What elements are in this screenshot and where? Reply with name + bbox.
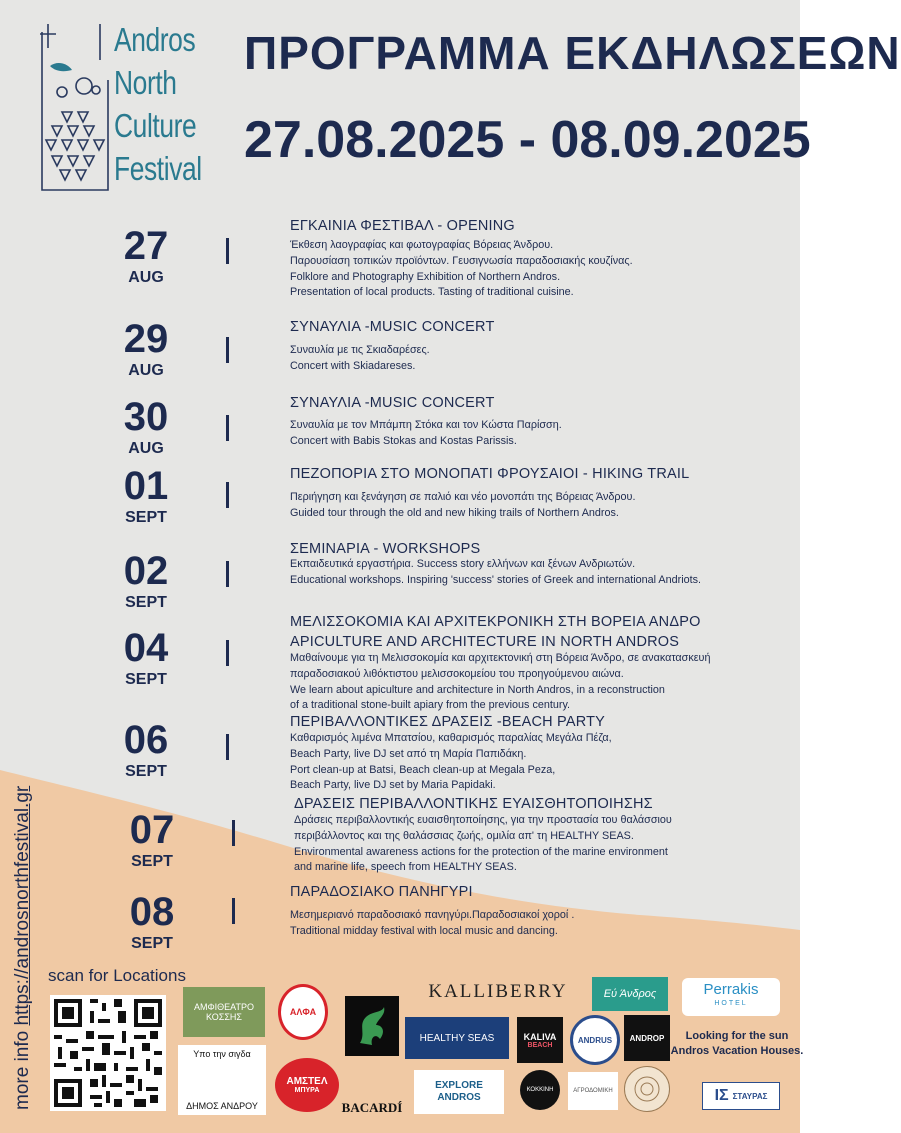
event-month: SEPT xyxy=(131,935,173,952)
sponsor-seal-logo xyxy=(624,1066,670,1112)
event-description xyxy=(290,908,574,940)
sponsor-explore-andros-logo xyxy=(414,1070,504,1114)
event-description xyxy=(290,343,430,375)
sponsor-perrakis-logo xyxy=(682,978,780,1016)
sponsor-text: HOTEL xyxy=(714,1000,748,1007)
sponsor-text: ΜΠΥΡΑ xyxy=(294,1087,320,1094)
dragon-icon xyxy=(352,1003,392,1049)
description-line: Εκπαιδευτικά εργαστήρια. Success story ελλήνων και ξένων Ανδριωτών. xyxy=(290,558,636,570)
event-description xyxy=(290,731,612,794)
description-line: Καθαρισμός λιμένα Μπατσίου, καθαρισμός παραλίας Μεγάλα Πέζα, xyxy=(290,732,612,744)
event-description xyxy=(294,813,672,876)
event-month: SEPT xyxy=(131,853,173,870)
description-line: Beach Party, live DJ set by Maria Papidaki. xyxy=(290,779,496,792)
description-line: Guided tour through the old and new hiking trails of Northern Andros. xyxy=(290,506,619,519)
sponsor-text: ΚΟΣΣΗΣ xyxy=(206,1012,242,1022)
sponsor-text: ANDRUS xyxy=(577,1035,613,1045)
separator-bar xyxy=(226,337,229,363)
description-line: Μαθαίνουμε για τη Μελισσοκομία και αρχιτεκτονική στη Βόρεια Άνδρο, σε ανακατασκευή xyxy=(290,652,711,664)
sponsor-looking-sun-logo xyxy=(670,1022,804,1066)
sponsor-text: ΙΣ xyxy=(714,1087,729,1104)
sponsor-text: KALLIBERRY xyxy=(428,981,568,1002)
description-line: Concert with Babis Stokas and Kostas Parissis. xyxy=(290,434,517,447)
sponsor-bacardi-logo xyxy=(336,1068,408,1116)
qr-code-icon[interactable] xyxy=(50,995,166,1111)
separator-bar xyxy=(226,640,229,666)
logo-line: Festival xyxy=(114,150,202,187)
logo-line: Culture xyxy=(114,107,197,144)
description-line: and marine life, speech from HEALTHY SEAS. xyxy=(294,861,517,874)
sponsor-andrus-logo xyxy=(570,1015,620,1065)
description-line: Port clean-up at Batsi, Beach clean-up at Megala Peza, xyxy=(290,763,556,776)
event-title: ΠΕΖΟΠΟΡΙΑ ΣΤΟ ΜΟΝΟΠΑΤΙ ΦΡΟΥΣΑΙΟΙ - HIKING TRAIL xyxy=(290,466,690,482)
event-title: ΜΕΛΙΣΣΟΚΟΜΙΑ ΚΑΙ ΑΡΧΙΤΕΚΡΟΝΙΚΗ ΣΤΗ ΒΟΡΕΙΑ ΑΝΔΡΟ xyxy=(290,614,701,630)
event-description xyxy=(290,418,562,450)
description-line: παραδοσιακού λιθόκτιστου μελισσοκομείου του προηγούμενου αιώνα. xyxy=(290,667,624,680)
description-line: Συναυλία με τον Μπάμπη Στόκα και τον Κώστα Παρίσση. xyxy=(290,419,562,431)
description-line: Traditional midday festival with local music and dancing. xyxy=(290,924,558,937)
event-month: SEPT xyxy=(125,509,167,526)
sponsor-text: ΑΓΡΟΔΟΜΙΚΗ xyxy=(573,1088,613,1094)
event-month: SEPT xyxy=(125,671,167,688)
description-line: Presentation of local products. Tasting of traditional cuisine. xyxy=(290,286,574,299)
event-month: SEPT xyxy=(125,594,167,611)
sponsor-text: Εύ Άνδρος xyxy=(603,988,657,1000)
sponsor-kaliva-logo xyxy=(517,1017,563,1063)
description-line: Educational workshops. Inspiring 'success' stories of Greek and international Andriots. xyxy=(290,573,702,586)
event-day: 04 xyxy=(123,626,169,670)
event-title: ΔΡΑΣΕΙΣ ΠΕΡΙΒΑΛΛΟΝΤΙΚΗΣ ΕΥΑΙΣΘΗΤΟΠΟΙΗΣΗΣ xyxy=(294,796,653,812)
separator-bar xyxy=(232,898,235,924)
description-line: of a traditional stone-built apiary from the previous century. xyxy=(290,699,571,712)
sponsor-androp-logo xyxy=(624,1015,670,1061)
sponsor-amfitheatro-logo xyxy=(183,987,265,1037)
event-date xyxy=(92,551,200,613)
event-day: 07 xyxy=(129,808,175,852)
event-date xyxy=(92,720,200,782)
event-date xyxy=(92,226,200,288)
event-day: 01 xyxy=(123,464,169,508)
separator-bar xyxy=(226,238,229,264)
description-line: Environmental awareness actions for the protection of the marine environment xyxy=(294,845,668,858)
qr-label: scan for Locations xyxy=(48,966,186,985)
sponsor-dragon-logo xyxy=(345,996,399,1056)
description-line: Beach Party, live DJ set από τη Μαρία Παπιδάκη. xyxy=(290,747,527,760)
sponsor-kokkini-logo xyxy=(520,1070,560,1110)
seal-icon xyxy=(632,1074,662,1104)
event-date xyxy=(92,397,200,459)
event-day: 30 xyxy=(123,395,169,439)
event-title: ΠΑΡΑΔΟΣΙΑΚΟ ΠΑΝΗΓΥΡΙ xyxy=(290,884,473,900)
event-day: 27 xyxy=(123,224,169,268)
festival-logo-text xyxy=(114,18,202,190)
sponsor-healthy-seas-logo xyxy=(405,1017,509,1059)
sponsor-stavras-logo xyxy=(702,1082,780,1110)
sponsor-text: ΑΜΦΙΘΕΑΤΡΟ xyxy=(193,1002,255,1012)
separator-bar xyxy=(226,561,229,587)
event-day: 08 xyxy=(129,890,175,934)
event-description xyxy=(290,557,701,589)
description-line: We learn about apiculture and architecture in North Andros, in a reconstruction xyxy=(290,683,665,696)
website-link[interactable]: https://androsnorthfestival.gr xyxy=(12,785,33,1026)
sponsor-text: ANDROP xyxy=(629,1033,665,1043)
sponsor-text: ANDROS xyxy=(437,1092,481,1103)
sponsor-kalliberry-logo xyxy=(423,978,573,1006)
sponsor-alfa-logo xyxy=(278,984,328,1040)
more-info-link[interactable] xyxy=(12,786,34,1110)
description-line: Μεσημεριανό παραδοσιακό πανηγύρι.Παραδοσιακοί χοροί . xyxy=(290,909,575,921)
sponsor-text: ΑΜΣΤΕΛ xyxy=(286,1076,328,1087)
sponsor-text: Perrakis xyxy=(703,981,759,998)
sponsor-text: ΑΛΦΑ xyxy=(289,1007,317,1017)
sponsor-text: BACARDÍ xyxy=(341,1100,403,1115)
description-line: Δράσεις περιβαλλοντικής ευαισθητοποίησης, για την προστασία του θαλάσσιου xyxy=(294,814,672,826)
event-description xyxy=(290,238,633,301)
event-description xyxy=(290,490,635,522)
separator-bar xyxy=(226,415,229,441)
event-title: APICULTURE AND ARCHITECTURE IN NORTH ANDROS xyxy=(290,634,680,650)
description-line: Concert with Skiadareses. xyxy=(290,359,416,372)
event-month: AUG xyxy=(128,440,164,457)
description-line: Folklore and Photography Exhibition of Northern Andros. xyxy=(290,270,561,283)
separator-bar xyxy=(226,482,229,508)
sponsor-text: EXPLORE xyxy=(435,1080,483,1091)
description-line: Έκθεση λαογραφίας και φωτογραφίας Βόρειας Άνδρου. xyxy=(290,239,554,251)
event-day: 02 xyxy=(123,549,169,593)
sponsor-ev-andros-logo xyxy=(592,977,668,1011)
sponsor-text: Looking for the sun xyxy=(685,1030,789,1042)
event-title: ΣΥΝΑΥΛΙΑ -MUSIC CONCERT xyxy=(290,395,495,411)
sponsor-text: Andros Vacation Houses. xyxy=(670,1045,804,1057)
event-date xyxy=(92,628,200,690)
sponsor-ypo-tin-sigda-logo xyxy=(178,1045,266,1115)
event-month: AUG xyxy=(128,269,164,286)
event-day: 29 xyxy=(123,317,169,361)
more-info-prefix: more info xyxy=(12,1025,33,1110)
description-line: Συναυλία με τις Σκιαδαρέσες. xyxy=(290,344,430,356)
sponsor-text: BEACH xyxy=(527,1041,553,1049)
event-month: AUG xyxy=(128,362,164,379)
description-line: Περιήγηση και ξενάγηση σε παλιό και νέο μονοπάτι της Βόρειας Άνδρου. xyxy=(290,491,636,503)
description-line: Παρουσίαση τοπικών προϊόντων. Γευσιγνωσία παραδοσιακής κουζίνας. xyxy=(290,254,633,267)
page-title: ΠΡΟΓΡΑΜΜΑ ΕΚΔΗΛΩΣΕΩΝ xyxy=(244,27,901,79)
separator-bar xyxy=(232,820,235,846)
event-title: ΣΥΝΑΥΛΙΑ -MUSIC CONCERT xyxy=(290,319,495,335)
sponsor-text: Υπο την σιγδα xyxy=(193,1049,251,1059)
sponsor-text: HEALTHY SEAS xyxy=(419,1032,495,1044)
sponsor-amstel-logo xyxy=(275,1058,339,1112)
event-description xyxy=(290,651,710,714)
event-title: ΠΕΡΙΒΑΛΛΟΝΤΙΚΕΣ ΔΡΑΣΕΙΣ -BEACH PARTY xyxy=(290,714,606,730)
festival-logo-icon xyxy=(38,20,114,198)
sponsor-text: ΚΟΚΚΙΝΗ xyxy=(526,1087,554,1093)
separator-bar xyxy=(226,734,229,760)
event-date xyxy=(92,319,200,381)
event-date xyxy=(92,466,200,528)
logo-line: Andros xyxy=(114,21,196,58)
event-title: ΕΓΚΑΙΝΙΑ ΦΕΣΤΙΒΑΛ - OPENING xyxy=(290,218,515,234)
date-range: 27.08.2025 - 08.09.2025 xyxy=(244,111,811,169)
event-title: ΣΕΜΙΝΑΡΙΑ - WORKSHOPS xyxy=(290,541,481,557)
event-date xyxy=(98,892,206,954)
sponsor-text: KALIVA xyxy=(523,1031,557,1042)
event-month: SEPT xyxy=(125,763,167,780)
sponsor-agrodomiki-logo xyxy=(568,1072,618,1110)
sponsor-text: ΔΗΜΟΣ ΑΝΔΡΟΥ xyxy=(186,1101,258,1111)
description-line: περιβάλλοντος και της θαλάσσιας ζωής, ομιλία απ' τη HEALTHY SEAS. xyxy=(294,829,634,842)
logo-line: North xyxy=(114,64,177,101)
sponsor-text: ΣΤΑΥΡΑΣ xyxy=(732,1091,768,1101)
event-day: 06 xyxy=(123,718,169,762)
event-date xyxy=(98,810,206,872)
